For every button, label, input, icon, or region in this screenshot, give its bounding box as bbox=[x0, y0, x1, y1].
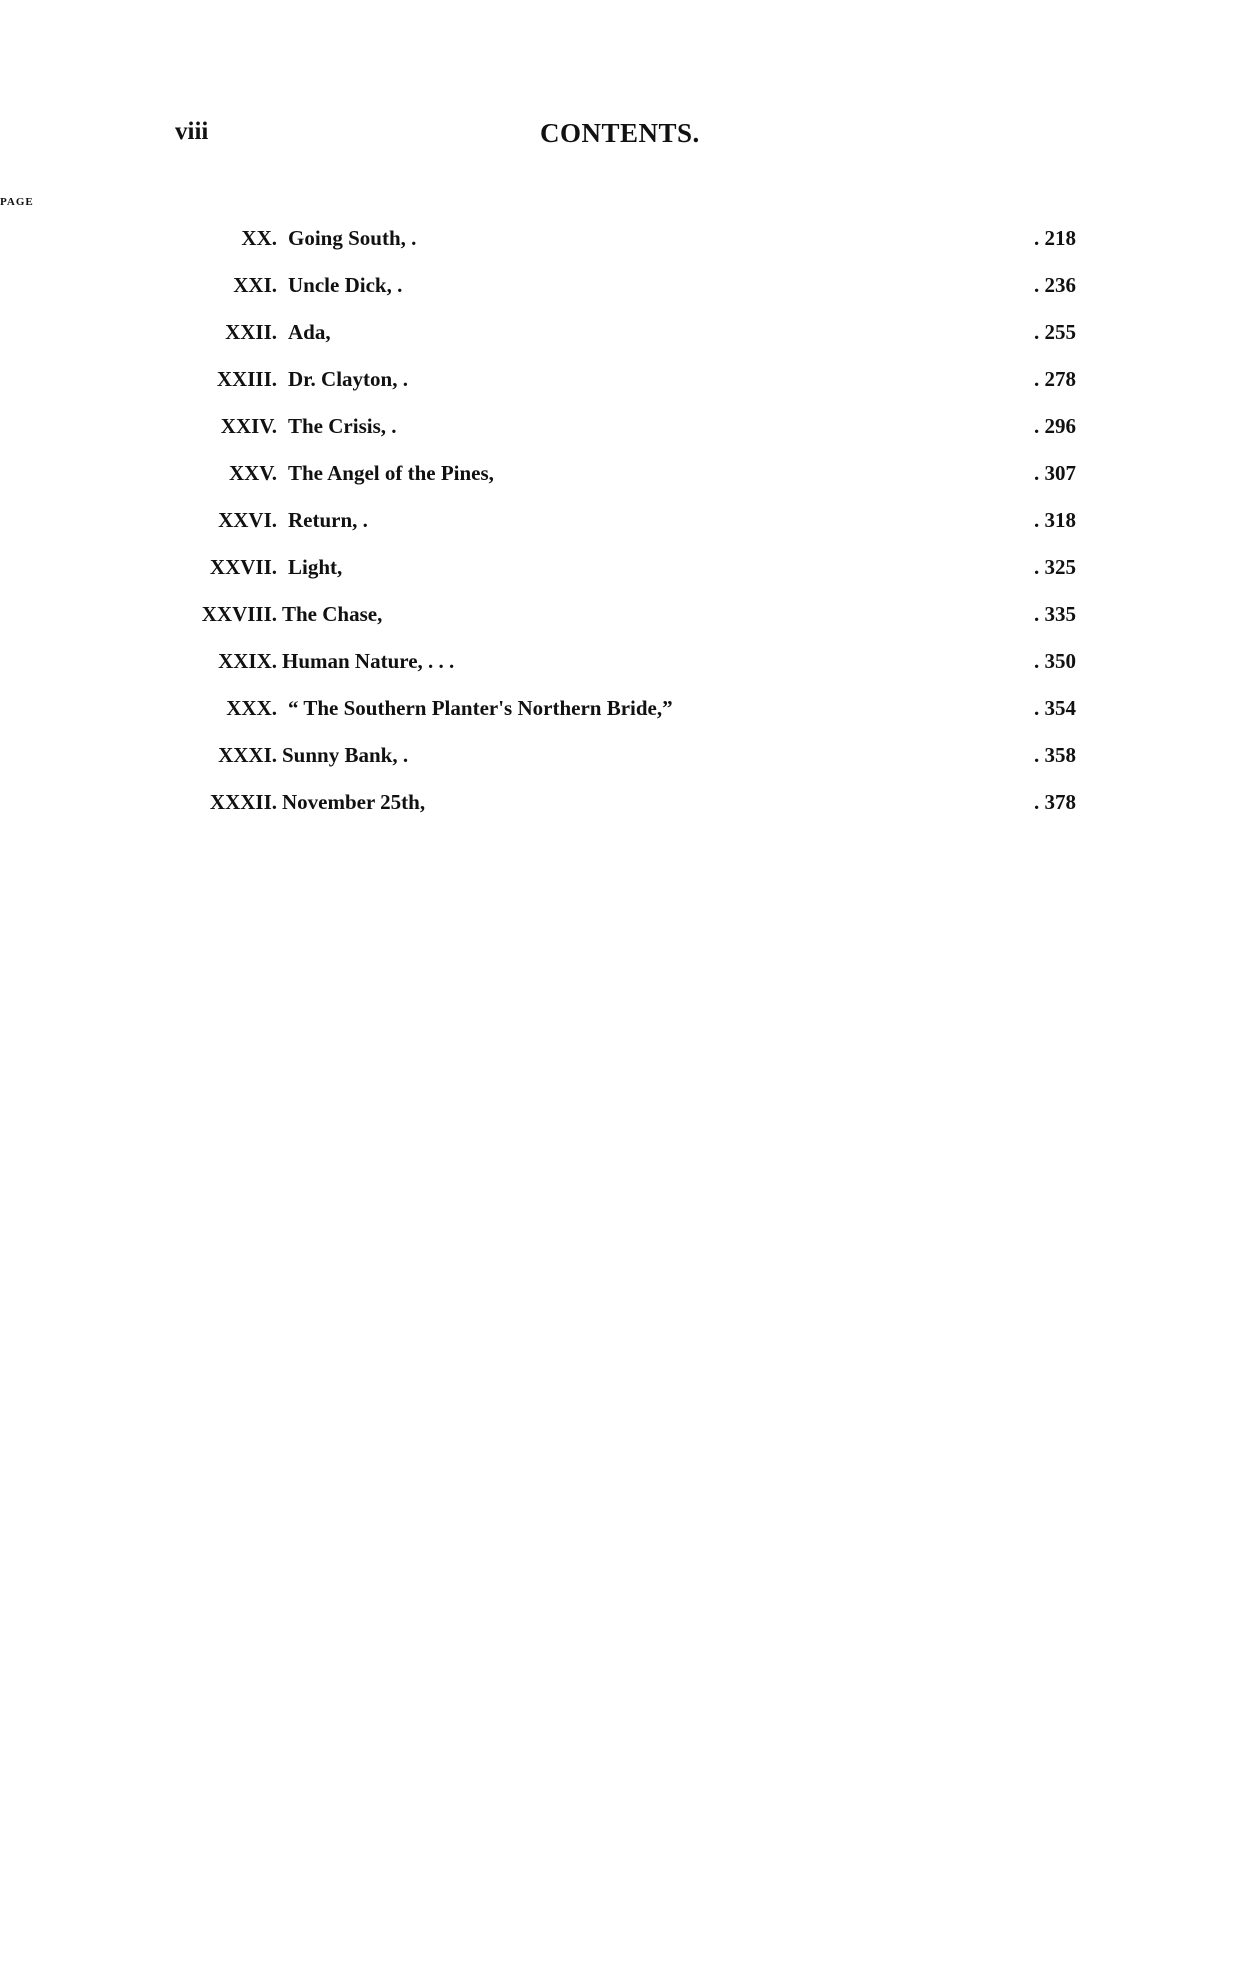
chapter-number: XXII. bbox=[225, 320, 277, 344]
chapter-number: XX. bbox=[241, 226, 277, 250]
contents-entry bbox=[0, 739, 1259, 786]
chapter-number: XXVII. bbox=[209, 555, 277, 579]
chapter-title: Light, bbox=[288, 555, 343, 579]
chapter-title: The Crisis, . bbox=[288, 414, 397, 438]
chapter-number: XXIII. bbox=[216, 367, 277, 391]
chapter-page: . 335 bbox=[1034, 602, 1076, 627]
chapter-page: . 358 bbox=[1034, 743, 1076, 768]
contents-entry bbox=[0, 692, 1259, 739]
contents-entry bbox=[0, 363, 1259, 410]
chapter-title: Return, . bbox=[288, 508, 368, 532]
contents-entry bbox=[0, 645, 1259, 692]
chapter-title: Dr. Clayton, . bbox=[288, 367, 408, 391]
chapter-number: XXXII. bbox=[209, 790, 277, 814]
page-number: viii bbox=[175, 118, 209, 145]
chapter-number: XXVI. bbox=[218, 508, 277, 532]
chapter-page: . 307 bbox=[1034, 461, 1076, 486]
chapter-number: XXIX. bbox=[218, 649, 277, 673]
contents-entry bbox=[0, 504, 1259, 551]
chapter-title: Ada, bbox=[288, 320, 331, 344]
chapter-page: . 350 bbox=[1034, 649, 1076, 674]
contents-entry bbox=[0, 457, 1259, 504]
chapter-page: . 325 bbox=[1034, 555, 1076, 580]
contents-list bbox=[0, 222, 1259, 833]
chapter-number: XXX. bbox=[226, 696, 277, 720]
chapter-number: XXIV. bbox=[220, 414, 277, 438]
chapter-page: . 255 bbox=[1034, 320, 1076, 345]
chapter-number: XXXI. bbox=[218, 743, 277, 767]
chapter-page: . 378 bbox=[1034, 790, 1076, 815]
chapter-title: Human Nature, . . . bbox=[282, 649, 455, 673]
chapter-title: Going South, . bbox=[288, 226, 417, 250]
page-title: CONTENTS. bbox=[540, 118, 700, 148]
page-column-heading: PAGE bbox=[0, 196, 1259, 1982]
contents-entry bbox=[0, 551, 1259, 598]
chapter-title: “ The Southern Planter's Northern Bride,” bbox=[288, 696, 673, 720]
contents-entry bbox=[0, 786, 1259, 833]
chapter-title: The Angel of the Pines, bbox=[288, 461, 494, 485]
chapter-page: . 236 bbox=[1034, 273, 1076, 298]
chapter-title: Sunny Bank, . bbox=[282, 743, 409, 767]
contents-entry bbox=[0, 598, 1259, 645]
chapter-page: . 296 bbox=[1034, 414, 1076, 439]
contents-entry bbox=[0, 410, 1259, 457]
chapter-number: XXI. bbox=[233, 273, 277, 297]
chapter-page: . 278 bbox=[1034, 367, 1076, 392]
chapter-page: . 318 bbox=[1034, 508, 1076, 533]
contents-entry bbox=[0, 269, 1259, 316]
chapter-title: The Chase, bbox=[282, 602, 383, 626]
chapter-title: Uncle Dick, . bbox=[288, 273, 403, 297]
chapter-page: . 218 bbox=[1034, 226, 1076, 251]
running-head bbox=[0, 118, 1259, 158]
chapter-number: XXVIII. bbox=[201, 602, 277, 626]
chapter-number: XXV. bbox=[228, 461, 277, 485]
contents-entry bbox=[0, 316, 1259, 363]
contents-entry bbox=[0, 222, 1259, 269]
chapter-title: November 25th, bbox=[282, 790, 426, 814]
chapter-page: . 354 bbox=[1034, 696, 1076, 721]
